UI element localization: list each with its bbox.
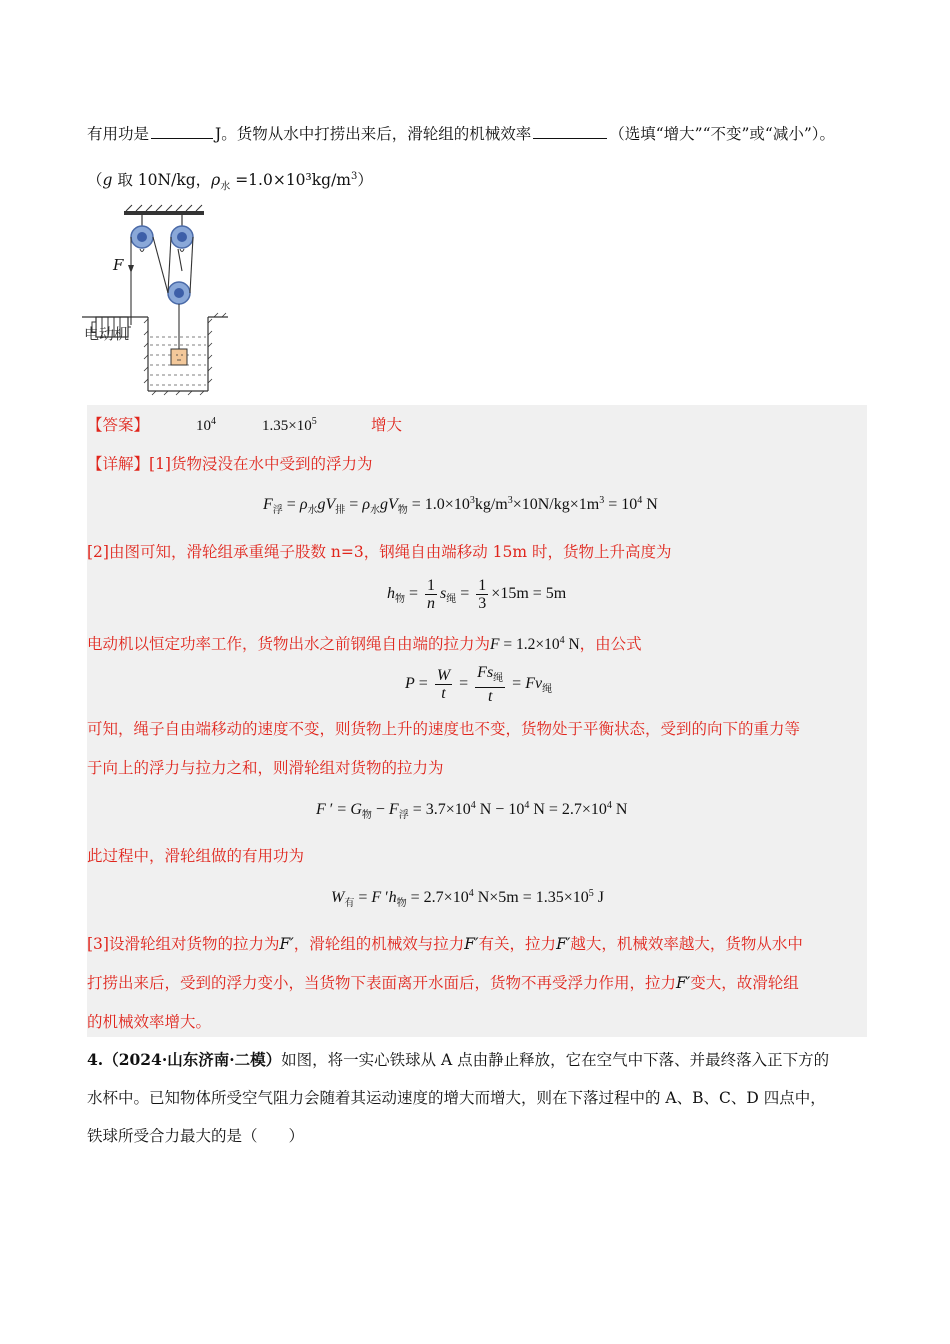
question4-line-2: 水杯中。已知物体所受空气阻力会随着其运动速度的增大而增大，则在下落过程中的 A、B、C、D 四点中， [87, 1089, 826, 1107]
detail-line-1 [87, 454, 372, 474]
detail-text: 变大，故滑轮组 [690, 974, 799, 992]
question-text: 如图，将一实心铁球从 A 点由静止释放，它在空气中下落、并最终落入正下方的 [281, 1051, 830, 1069]
symbol-f-prime: F′ [676, 974, 691, 992]
force-label: F [113, 256, 124, 274]
detail-line-2: [2]由图可知，滑轮组承重绳子股数 n=3，钢绳自由端移动 15m 时，货物上升高度为 [87, 543, 672, 561]
answer-value-1 [196, 416, 216, 435]
text-segment: 取 10N/kg， [112, 171, 212, 190]
detail-text: ，滑轮组的机械效与拉力 [293, 935, 465, 953]
text-segment: ） [357, 171, 373, 190]
value-base: 10 [196, 418, 211, 434]
detail-tag: 【详解】 [87, 455, 150, 473]
superscript: 3 [351, 171, 358, 182]
formula-buoyancy: $F_浮 = \rho_水gV_排 = \rho_水gV_物 = 1.0\times 10^3kg/m^3\times 10N/kg\times 1m^3 = 10^4$ N [263, 495, 658, 516]
detail-line-4: 可知，绳子自由端移动的速度不变，则货物上升的速度也不变，货物处于平衡状态，受到的向下的重力等 [87, 720, 801, 738]
formula-pull-force: F ′ = $G_物 - F_浮 = 3.7\times 10^4$ $N - 10^4$ $N = 2.7\times 10^4$ N [316, 800, 628, 821]
answer-line [87, 415, 149, 435]
value-exponent: 5 [311, 416, 317, 427]
text-segment: J。货物从水中打捞出来后，滑轮组的机械效率 [215, 125, 532, 143]
answer-blank-2 [533, 124, 607, 139]
question-number: 4. [87, 1050, 104, 1069]
text-segment: （选填“增大”“不变”或“减小”）。 [609, 125, 836, 143]
detail-line-3 [87, 631, 642, 655]
answer-value-3: 增大 [371, 416, 403, 434]
answer-value-2 [262, 416, 317, 435]
formula-power: P = $\frac{W}{t}$ = $\frac{Fs_绳}{t}$ = $Fv_绳$ [405, 664, 553, 705]
detail-line-9: 的机械效率增大。 [87, 1013, 212, 1031]
formula-useful-work: $W_有 = F$ $'h_物 = 2.7\times 10^4$ $N\times 5m = 1.35\times 10^5$ J [331, 888, 604, 909]
question-line-2 [87, 167, 373, 197]
question4-line-3: 铁球所受合力最大的是（ ） [87, 1127, 305, 1145]
detail-text: 越大，机械效率越大，货物从水中 [570, 935, 803, 953]
detail-line-8 [87, 973, 799, 993]
detail-text: [3]设滑轮组对货物的拉力为 [87, 935, 280, 953]
motor-label: 电动机 [84, 325, 130, 343]
text-segment: 有用功是 [87, 125, 150, 143]
pulley-diagram [82, 203, 242, 398]
detail-line-5: 于向上的浮力与拉力之和，则滑轮组对货物的拉力为 [87, 759, 444, 777]
detail-text: ，由公式 [579, 635, 642, 653]
detail-text: [1]货物浸没在水中受到的浮力为 [149, 455, 373, 473]
detail-text: 打捞出来后，受到的浮力变小，当货物下表面离开水面后，货物不再受浮力作用，拉力 [87, 974, 677, 992]
detail-line-6: 此过程中，滑轮组做的有用功为 [87, 847, 305, 865]
detail-text: 有关，拉力 [478, 935, 557, 953]
symbol-rho: ρ [211, 171, 221, 190]
value-exponent: 4 [211, 416, 216, 427]
symbol-f-prime: F′ [464, 935, 479, 953]
formula-height: $h_物$ = $\frac{1}{n}$ $s_绳$ = $\frac{1}{3}$ ×15m = 5m [387, 577, 567, 612]
symbol-g: g [102, 171, 113, 190]
detail-line-7 [87, 934, 803, 954]
answer-tag: 【答案】 [87, 416, 150, 434]
question-line-1 [87, 124, 835, 144]
question-source: （2024·山东济南·二模） [103, 1050, 282, 1069]
text-segment: =1.0×10³kg/m [230, 171, 351, 190]
value-base: 1.35×10 [262, 418, 312, 434]
text-segment: （ [87, 171, 103, 190]
detail-text: 电动机以恒定功率工作，货物出水之前钢绳自由端的拉力为 [87, 635, 491, 653]
symbol-f-prime: F′ [556, 935, 571, 953]
pulley-figure [82, 203, 242, 398]
answer-blank-1 [151, 124, 213, 139]
inline-formula-tension: $F = 1.2\times 10^4$ N [490, 635, 580, 653]
symbol-f-prime: F′ [279, 935, 294, 953]
subscript: 水 [220, 181, 231, 193]
question4-line-1 [87, 1050, 829, 1070]
